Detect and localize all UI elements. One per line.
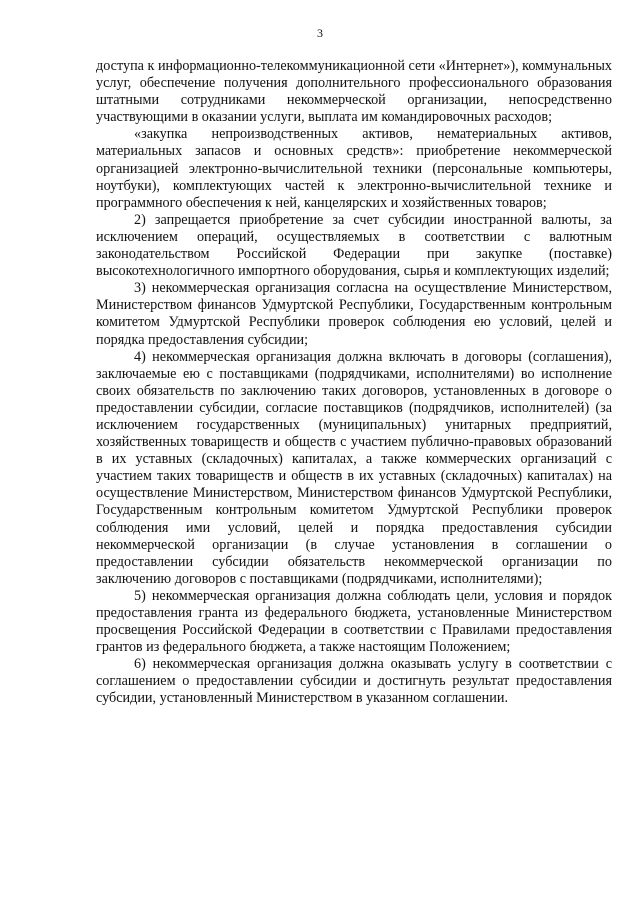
paragraph-item-3: 3) некоммерческая организация согласна на осуществление Министерством, Министерством финансов Удмуртской Республики, Государственным контрольным комитетом Удмуртской Республики проверок соблюдения ею условий, целей и порядка предоставления субсидии; (96, 280, 612, 348)
paragraph-item-5: 5) некоммерческая организация должна соблюдать цели, условия и порядок предоставления гранта из федерального бюджета, установленные Министерством просвещения Российской Федерации в соответствии с Правилами предоставления грантов из федерального бюджета, а также настоящим Положением; (96, 587, 612, 656)
paragraph-item-2: 2) запрещается приобретение за счет субсидии иностранной валюты, за исключением операций, осуществляемых в соответствии с валютным законодательством Российской Федерации при закупке (поставке) высокотехнологичного импортного оборудования, сырья и комплектующих изделий; (96, 211, 612, 280)
paragraph-item-6: 6) некоммерческая организация должна оказывать услугу в соответствии с соглашением о предоставлении субсидии и достигнуть результат предоставления субсидии, установленный Министерством в указанном соглашении. (96, 656, 612, 707)
paragraph-asset-purchase: «закупка непроизводственных активов, нематериальных активов, материальных запасов и основных средств»: приобретение некоммерческой организацией электронно-вычислительной техники (персональные компьютеры, ноутбуки), комплектующих частей к электронно-вычислительной технике и программного обеспечения к ней, канцелярских и хозяйственных товаров; (96, 126, 612, 211)
paragraph-continuation: доступа к информационно-телекоммуникационной сети «Интернет»), коммунальных услуг, обеспечение получения дополнительного профессионального образования штатными сотрудниками некоммерческой организации, непосредственно участвующими в оказании услуги, выплата им командировочных расходов; (96, 58, 612, 126)
paragraph-item-4: 4) некоммерческая организация должна включать в договоры (соглашения), заключаемые ею с поставщиками (подрядчиками, исполнителями) во исполнение своих обязательств по заключению таких договоров, установленных в договоре о предоставлении субсидии, согласие поставщиков (подрядчиков, исполнителей) (за исключением государственных (муниципальных) унитарных предприятий, хозяйственных товариществ и обществ с участием публично-правовых образований в их уставных (складочных) капиталах, а также коммерческих организаций с участием таких товариществ и обществ в их уставных (складочных) капиталах) на осуществление Министерством, Министерством финансов Удмуртской Республики, Государственным контрольным комитетом Удмуртской Республики проверок соблюдения ими условий, целей и порядка предоставления субсидии некоммерческой организации (в случае установления в соглашении о предоставлении субсидии обязательств некоммерческой организации по заключению договоров с поставщиками (подрядчиками, исполнителями); (96, 348, 612, 587)
document-body (96, 58, 612, 708)
page-number: 3 (317, 26, 323, 40)
